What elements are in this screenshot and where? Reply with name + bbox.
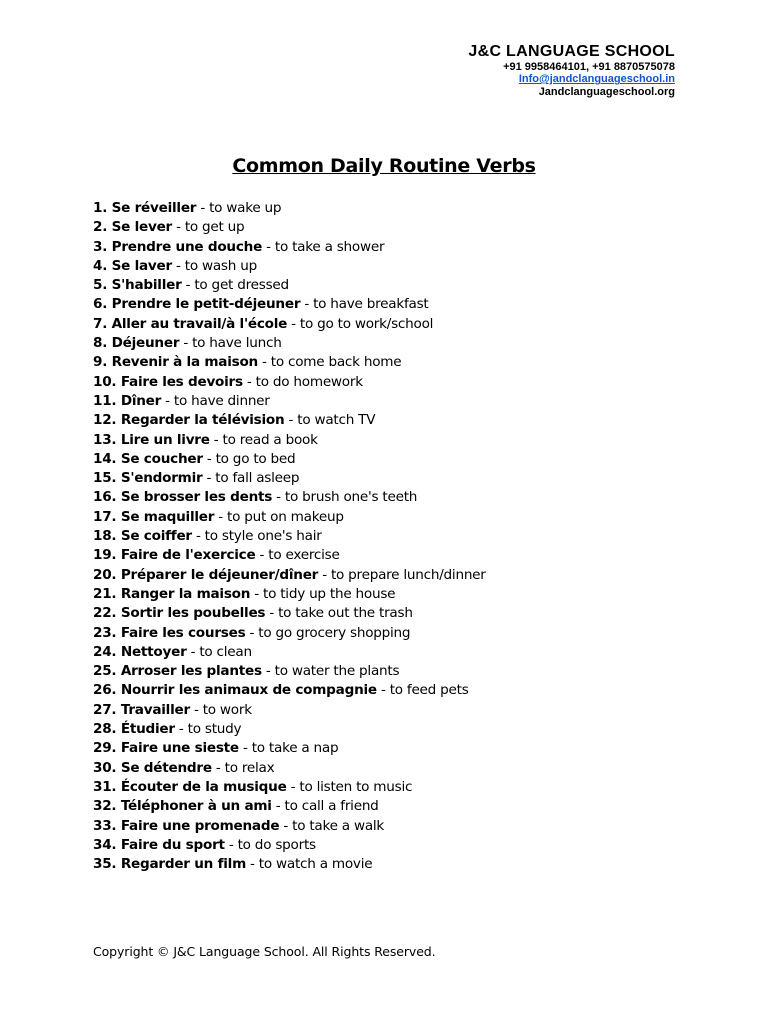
english-translation: - to water the plants <box>261 663 400 680</box>
french-verb: 14. Se coucher <box>93 450 203 467</box>
list-item <box>93 566 486 585</box>
english-translation: - to come back home <box>257 354 402 371</box>
list-item <box>93 720 486 739</box>
english-translation: - to call a friend <box>271 798 379 815</box>
school-header <box>468 43 675 98</box>
list-item <box>93 662 486 681</box>
english-translation: - to exercise <box>255 547 340 564</box>
english-translation: - to clean <box>186 643 252 660</box>
french-verb: 2. Se lever <box>93 219 173 236</box>
french-verb: 35. Regarder un film <box>93 856 246 873</box>
english-translation: - to have breakfast <box>300 296 429 313</box>
french-verb: 15. S'endormir <box>93 470 203 487</box>
french-verb: 20. Préparer le déjeuner/dîner <box>93 566 319 583</box>
english-translation: - to watch TV <box>284 412 376 429</box>
english-translation: - to have lunch <box>179 335 282 352</box>
french-verb: 11. Dîner <box>93 392 162 409</box>
french-verb: 12. Regarder la télévision <box>93 412 285 429</box>
list-item <box>93 604 486 623</box>
french-verb: 30. Se détendre <box>93 759 212 776</box>
list-item <box>93 836 486 855</box>
english-translation: - to read a book <box>209 431 318 448</box>
english-translation: - to brush one's teeth <box>272 489 418 506</box>
french-verb: 21. Ranger la maison <box>93 585 251 602</box>
french-verb: 32. Téléphoner à un ami <box>93 798 272 815</box>
list-item <box>93 411 486 430</box>
french-verb: 19. Faire de l'exercice <box>93 547 256 564</box>
list-item <box>93 218 486 237</box>
english-translation: - to go grocery shopping <box>245 624 411 641</box>
list-item <box>93 238 486 257</box>
list-item <box>93 778 486 797</box>
english-translation: - to take a walk <box>279 817 385 834</box>
english-translation: - to wash up <box>171 257 257 274</box>
english-translation: - to relax <box>211 759 275 776</box>
english-translation: - to take a nap <box>238 740 339 757</box>
list-item <box>93 334 486 353</box>
email-link[interactable]: Info@jandclanguageschool.in <box>518 73 675 86</box>
website-text: Jandclanguageschool.org <box>538 85 675 98</box>
english-translation: - to listen to music <box>286 778 413 795</box>
french-verb: 25. Arroser les plantes <box>93 663 262 680</box>
french-verb: 10. Faire les devoirs <box>93 373 243 390</box>
list-item <box>93 469 486 488</box>
french-verb: 27. Travailler <box>93 701 190 718</box>
list-item <box>93 276 486 295</box>
list-item <box>93 701 486 720</box>
english-translation: - to watch a movie <box>245 856 373 873</box>
french-verb: 31. Écouter de la musique <box>93 778 287 795</box>
french-verb: 1. Se réveiller <box>93 200 197 216</box>
list-item <box>93 450 486 469</box>
list-item <box>93 373 486 392</box>
list-item <box>93 739 486 758</box>
verb-list <box>93 199 486 874</box>
french-verb: 6. Prendre le petit-déjeuner <box>93 296 301 313</box>
list-item <box>93 508 486 527</box>
list-item <box>93 624 486 643</box>
phone-numbers: +91 9958464101, +91 8870575078 <box>503 60 675 73</box>
french-verb: 3. Prendre une douche <box>93 238 263 255</box>
french-verb: 13. Lire un livre <box>93 431 210 448</box>
list-item <box>93 353 486 372</box>
copyright-footer: Copyright © J&C Language School. All Rights Reserved. <box>93 944 436 959</box>
french-verb: 17. Se maquiller <box>93 508 215 525</box>
english-translation: - to wake up <box>196 200 282 216</box>
list-item <box>93 546 486 565</box>
list-item <box>93 759 486 778</box>
french-verb: 18. Se coiffer <box>93 528 192 545</box>
english-translation: - to work <box>189 701 252 718</box>
english-translation: - to study <box>174 721 242 738</box>
page-title: Common Daily Routine Verbs <box>232 155 536 177</box>
list-item <box>93 257 486 276</box>
english-translation: - to put on makeup <box>214 508 344 525</box>
french-verb: 24. Nettoyer <box>93 643 187 660</box>
list-item <box>93 392 486 411</box>
list-item <box>93 488 486 507</box>
list-item <box>93 855 486 874</box>
english-translation: - to prepare lunch/dinner <box>318 566 486 583</box>
french-verb: 22. Sortir les poubelles <box>93 605 266 622</box>
french-verb: 29. Faire une sieste <box>93 740 239 757</box>
list-item <box>93 199 486 218</box>
french-verb: 5. S'habiller <box>93 277 182 294</box>
french-verb: 16. Se brosser les dents <box>93 489 273 506</box>
list-item <box>93 585 486 604</box>
list-item <box>93 643 486 662</box>
english-translation: - to style one's hair <box>191 528 322 545</box>
school-name: J&C LANGUAGE SCHOOL <box>468 43 675 60</box>
french-verb: 34. Faire du sport <box>93 836 225 853</box>
english-translation: - to take a shower <box>262 238 385 255</box>
french-verb: 7. Aller au travail/à l'école <box>93 315 288 332</box>
list-item <box>93 527 486 546</box>
english-translation: - to tidy up the house <box>250 585 396 602</box>
list-item <box>93 817 486 836</box>
list-item <box>93 797 486 816</box>
english-translation: - to get dressed <box>181 277 289 294</box>
english-translation: - to fall asleep <box>202 470 300 487</box>
english-translation: - to take out the trash <box>265 605 413 622</box>
english-translation: - to get up <box>172 219 245 236</box>
french-verb: 23. Faire les courses <box>93 624 246 641</box>
english-translation: - to do sports <box>224 836 316 853</box>
english-translation: - to go to work/school <box>287 315 434 332</box>
french-verb: 8. Déjeuner <box>93 335 180 352</box>
list-item <box>93 681 486 700</box>
french-verb: 33. Faire une promenade <box>93 817 280 834</box>
list-item <box>93 315 486 334</box>
list-item <box>93 295 486 314</box>
french-verb: 28. Étudier <box>93 721 175 738</box>
english-translation: - to go to bed <box>202 450 296 467</box>
english-translation: - to do homework <box>242 373 363 390</box>
list-item <box>93 431 486 450</box>
french-verb: 4. Se laver <box>93 257 172 274</box>
french-verb: 26. Nourrir les animaux de compagnie <box>93 682 377 699</box>
english-translation: - to feed pets <box>376 682 469 699</box>
english-translation: - to have dinner <box>161 392 270 409</box>
french-verb: 9. Revenir à la maison <box>93 354 258 371</box>
